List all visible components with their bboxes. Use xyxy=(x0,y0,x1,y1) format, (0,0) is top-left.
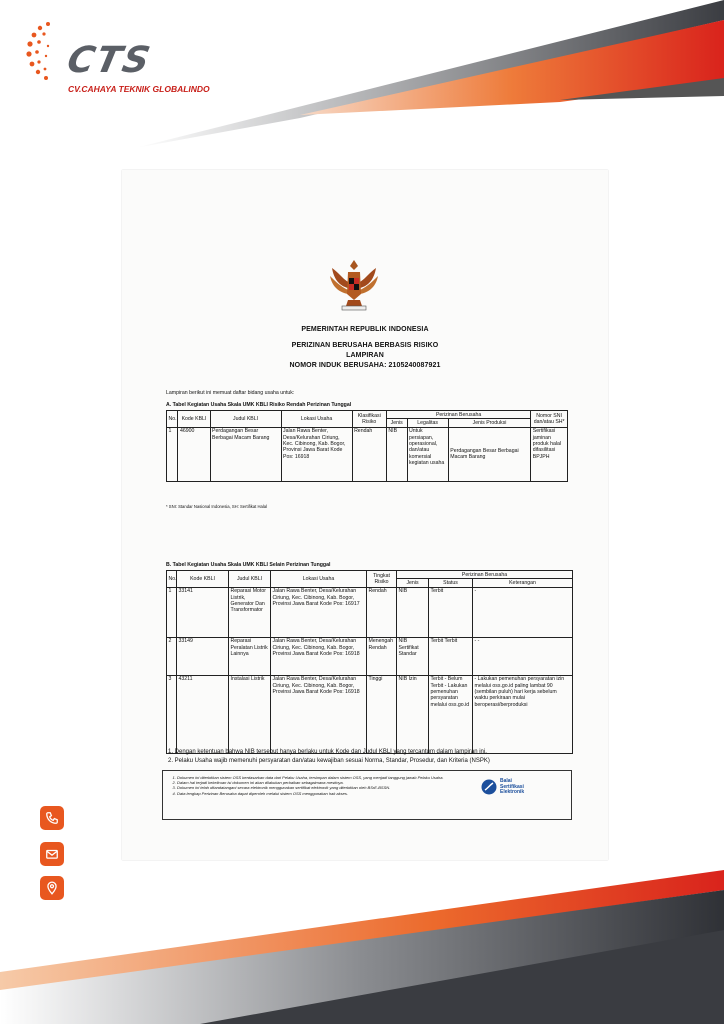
cell-keterangan: - xyxy=(473,587,573,637)
header-klasifikasi: Klasifikasi Risiko xyxy=(352,411,386,428)
bsre-logo xyxy=(481,779,524,796)
cell-kode: 43211 xyxy=(177,675,229,753)
header-kode: Kode KBLI xyxy=(177,571,229,588)
bsre-line-2: Sertifikasi xyxy=(500,783,524,790)
bottom-decorative-banner xyxy=(0,860,724,1024)
header-jenis: Jenis xyxy=(397,579,429,587)
cell-kode: 33149 xyxy=(177,637,229,675)
cell-jenis: NIB xyxy=(397,587,429,637)
document-subtitle: LAMPIRAN xyxy=(346,352,384,359)
intro-text: Lampiran berikut ini memuat daftar bidang usaha untuk: xyxy=(166,390,295,396)
government-title: PEMERINTAH REPUBLIK INDONESIA xyxy=(301,326,429,333)
footer-note-4: 4. Data lengkap Perizinan Berusaha dapat diperoleh melalui sistem OSS menggunakan hak akses. xyxy=(177,791,471,796)
cell-status: Terbit - Belum Terbit - Lakukan pemenuhan persyaratan melalui oss.go.id xyxy=(429,675,473,753)
table-row xyxy=(167,427,568,481)
cell-no: 1 xyxy=(167,427,178,481)
footer-note-2: 2. Dalam hal terjadi kekeliruan isi dokumen ini akan dilakukan perbaikan sebagaimana mestinya. xyxy=(177,780,471,785)
cell-tingkat: Tinggi xyxy=(367,675,397,753)
cell-kode: 46900 xyxy=(178,427,210,481)
dotted-swoosh-icon xyxy=(24,18,68,84)
table-b-title: B. Tabel Kegiatan Usaha Skala UMK KBLI Selain Perizinan Tunggal xyxy=(166,562,331,568)
cell-tingkat: Menengah Rendah xyxy=(367,637,397,675)
cell-tingkat: Rendah xyxy=(367,587,397,637)
cell-klasifikasi: Rendah xyxy=(352,427,386,481)
cell-lokasi: Jalan Rawa Benter, Desa/Kelurahan Ciriung, Kec. Cibinong, Kab. Bogor, Provinsi Jawa Barat Kode Pos: 16917 xyxy=(271,587,367,637)
cell-lokasi: Jalan Rawa Benter, Desa/Kelurahan Ciriung, Kec. Cibinong, Kab. Bogor, Provinsi Jawa Barat Kode Pos: 16918 xyxy=(271,675,367,753)
header-kode: Kode KBLI xyxy=(178,411,210,428)
cell-sni: Sertifikasi jaminan produk halal difasilitasi BPJPH xyxy=(531,427,568,481)
bsre-logo-icon xyxy=(481,779,497,795)
table-a-title: A. Tabel Kegiatan Usaha Skala UMK KBLI Risiko Rendah Perizinan Tunggal xyxy=(166,402,352,408)
bsre-line-1: Balai xyxy=(500,778,512,784)
header-lokasi: Lokasi Usaha xyxy=(271,571,367,588)
nib-number: NOMOR INDUK BERUSAHA: 2105240087921 xyxy=(289,362,441,369)
logo-letters: CTS xyxy=(63,40,156,81)
cell-judul: Perdagangan Besar Berbagai Macam Barang xyxy=(210,427,281,481)
cell-judul: Instalasi Listrik xyxy=(229,675,271,753)
table-row xyxy=(167,587,573,637)
document-title: PERIZINAN BERUSAHA BERBASIS RISIKO xyxy=(291,342,439,349)
cell-legalitas: Untuk persiapan, operasional, dan/atau komersial kegiatan usaha xyxy=(407,427,448,481)
header-no: No. xyxy=(167,411,178,428)
cell-keterangan: - Lakukan pemenuhan persyaratan izin melalui oss.go.id paling lambat 90 (sembilan puluh) hari kerja sebelum waktu perkiraan mulai beroperasi/berproduksi xyxy=(473,675,573,753)
footer-note-1: 1. Dokumen ini diterbitkan sistem OSS berdasarkan data dari Pelaku Usaha, tersimpan dalam sistem OSS, yang menjadi tanggung jawab Pelaku Usaha. xyxy=(177,775,471,780)
table-row xyxy=(167,675,573,753)
header-judul: Judul KBLI xyxy=(229,571,271,588)
header-perizinan: Perizinan Berusaha xyxy=(397,571,573,579)
phone-icon[interactable] xyxy=(40,806,64,830)
cell-lokasi: Jalan Rawa Benter, Desa/Kelurahan Ciriung, Kec. Cibinong, Kab. Bogor, Provinsi Jawa Barat Kode Pos: 16918 xyxy=(281,427,352,481)
header-judul: Judul KBLI xyxy=(210,411,281,428)
note-2: 2. Pelaku Usaha wajib memenuhi persyaratan dan/atau kewajiban sesuai Norma, Standar, Prosedur, dan Kriteria (NSPK) xyxy=(168,758,490,764)
header-jenis-produksi: Jenis Produksi xyxy=(448,419,531,427)
company-logo xyxy=(24,14,210,94)
cell-judul: Reparasi Motor Listrik, Generator Dan Transformator xyxy=(229,587,271,637)
cell-lokasi: Jalan Rawa Benter, Desa/Kelurahan Ciriung, Kec. Cibinong, Kab. Bogor, Provinsi Jawa Barat Kode Pos: 16918 xyxy=(271,637,367,675)
nib-document xyxy=(122,170,608,860)
footer-note-3: 3. Dokumen ini telah ditandatangani secara elektronik menggunakan sertifikat elektronik yang diterbitkan oleh BSrE-BSSN. xyxy=(177,785,471,790)
location-pin-icon[interactable] xyxy=(40,876,64,900)
cell-no: 3 xyxy=(167,675,177,753)
cell-jenis: NIB Izin xyxy=(397,675,429,753)
company-name: CV.CAHAYA TEKNIK GLOBALINDO xyxy=(68,84,210,94)
bsre-line-3: Elektronik xyxy=(500,789,525,795)
cell-jenis-produksi: Perdagangan Besar Berbagai Macam Barang xyxy=(448,427,531,481)
table-b xyxy=(166,570,573,754)
cell-kode: 33141 xyxy=(177,587,229,637)
table-row xyxy=(167,637,573,675)
header-keterangan: Keterangan xyxy=(473,579,573,587)
table-a xyxy=(166,410,568,482)
header-sni: Nomor SNI dan/atau SH* xyxy=(531,411,568,428)
header-jenis: Jenis xyxy=(386,419,407,427)
header-tingkat: Tingkat Risiko xyxy=(367,571,397,588)
note-1: 1. Dengan ketentuan bahwa NIB tersebut hanya berlaku untuk Kode dan Judul KBLI yang tercantum dalam lampiran ini. xyxy=(168,749,487,755)
cell-no: 1 xyxy=(167,587,177,637)
footer-box xyxy=(162,770,572,820)
header-legalitas: Legalitas xyxy=(407,419,448,427)
cell-status: Terbit xyxy=(429,587,473,637)
table-a-footnote: * SNI: Standar Nasional Indonesia, SH: Sertifikat Halal xyxy=(166,504,268,509)
cell-judul: Reparasi Peralatan Listrik Lainnya xyxy=(229,637,271,675)
header-no: No. xyxy=(167,571,177,588)
header-lokasi: Lokasi Usaha xyxy=(281,411,352,428)
cell-no: 2 xyxy=(167,637,177,675)
cell-status: Terbit Terbit xyxy=(429,637,473,675)
header-status: Status xyxy=(429,579,473,587)
cell-jenis: NIB xyxy=(386,427,407,481)
mail-icon[interactable] xyxy=(40,842,64,866)
header-perizinan: Perizinan Berusaha xyxy=(386,411,530,419)
cell-keterangan: - - xyxy=(473,637,573,675)
garuda-emblem-icon xyxy=(328,254,380,312)
cell-jenis: NIB Sertifikat Standar xyxy=(397,637,429,675)
